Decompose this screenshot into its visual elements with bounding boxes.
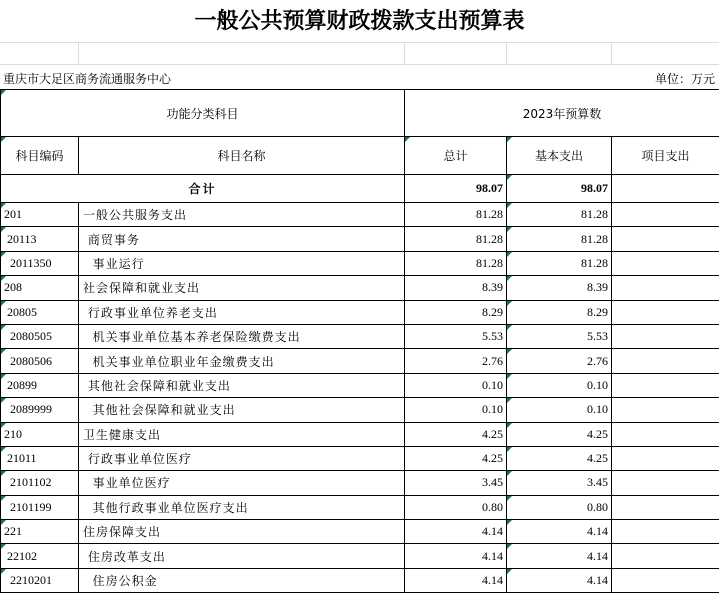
total-row (1, 175, 719, 203)
table-row (1, 568, 719, 592)
row-total: 4.25 (405, 446, 507, 470)
row-code: 201 (1, 203, 79, 227)
row-basic: 4.14 (507, 520, 612, 544)
meta-row (0, 65, 719, 89)
row-project (612, 251, 719, 275)
row-code: 2011350 (1, 251, 79, 275)
row-project (612, 446, 719, 470)
page-title: 一般公共预算财政拨款支出预算表 (0, 0, 719, 43)
header-row-2 (1, 137, 719, 175)
row-basic: 5.53 (507, 324, 612, 348)
table-row (1, 349, 719, 373)
row-total: 2.76 (405, 349, 507, 373)
row-basic: 8.29 (507, 300, 612, 324)
row-total: 4.14 (405, 520, 507, 544)
row-basic: 3.45 (507, 471, 612, 495)
row-total: 81.28 (405, 251, 507, 275)
row-project (612, 520, 719, 544)
row-total: 4.14 (405, 544, 507, 568)
total-total: 98.07 (405, 175, 507, 203)
table-row (1, 422, 719, 446)
row-project (612, 495, 719, 519)
row-project (612, 324, 719, 348)
blank-spreadsheet-row (0, 42, 719, 65)
header-total: 总计 (405, 137, 507, 175)
row-total: 81.28 (405, 203, 507, 227)
row-project (612, 568, 719, 592)
organization-name: 重庆市大足区商务流通服务中心 (3, 72, 172, 86)
row-project (612, 349, 719, 373)
table-row (1, 495, 719, 519)
header-category: 功能分类科目 (1, 90, 405, 137)
row-basic: 8.39 (507, 276, 612, 300)
row-project (612, 276, 719, 300)
row-basic: 0.80 (507, 495, 612, 519)
row-code: 2080505 (1, 324, 79, 348)
header-budget: 2023年预算数 (405, 90, 719, 137)
row-code: 210 (1, 422, 79, 446)
table-row (1, 544, 719, 568)
row-name: 机关事业单位基本养老保险缴费支出 (79, 324, 405, 348)
budget-table (0, 89, 719, 593)
row-basic: 4.25 (507, 422, 612, 446)
total-basic: 98.07 (507, 175, 612, 203)
row-basic: 2.76 (507, 349, 612, 373)
row-name: 社会保障和就业支出 (79, 276, 405, 300)
row-project (612, 203, 719, 227)
row-project (612, 227, 719, 251)
row-basic: 0.10 (507, 373, 612, 397)
row-code: 221 (1, 520, 79, 544)
row-basic: 81.28 (507, 203, 612, 227)
row-total: 8.29 (405, 300, 507, 324)
row-name: 卫生健康支出 (79, 422, 405, 446)
row-basic: 4.14 (507, 568, 612, 592)
blank-cell (507, 42, 612, 64)
row-name: 事业单位医疗 (79, 471, 405, 495)
table-row (1, 203, 719, 227)
row-total: 4.25 (405, 422, 507, 446)
table-row (1, 227, 719, 251)
row-basic: 81.28 (507, 251, 612, 275)
row-total: 0.10 (405, 373, 507, 397)
row-code: 20899 (1, 373, 79, 397)
header-row-1 (1, 90, 719, 137)
row-name: 一般公共服务支出 (79, 203, 405, 227)
row-code: 208 (1, 276, 79, 300)
row-name: 事业运行 (79, 251, 405, 275)
row-name: 其他行政事业单位医疗支出 (79, 495, 405, 519)
row-project (612, 373, 719, 397)
row-code: 20805 (1, 300, 79, 324)
header-basic: 基本支出 (507, 137, 612, 175)
blank-cell (0, 42, 79, 64)
row-code: 2080506 (1, 349, 79, 373)
unit-label: 单位：万元 (654, 72, 715, 86)
table-row (1, 300, 719, 324)
table-row (1, 520, 719, 544)
row-basic: 4.25 (507, 446, 612, 470)
table-row (1, 373, 719, 397)
row-name: 其他社会保障和就业支出 (79, 398, 405, 422)
row-total: 3.45 (405, 471, 507, 495)
row-code: 2101102 (1, 471, 79, 495)
row-project (612, 544, 719, 568)
table-row (1, 324, 719, 348)
header-code: 科目编码 (1, 137, 79, 175)
row-name: 机关事业单位职业年金缴费支出 (79, 349, 405, 373)
row-total: 0.10 (405, 398, 507, 422)
row-code: 21011 (1, 446, 79, 470)
row-basic: 81.28 (507, 227, 612, 251)
row-project (612, 398, 719, 422)
row-basic: 4.14 (507, 544, 612, 568)
total-project (612, 175, 719, 203)
row-code: 2210201 (1, 568, 79, 592)
total-label: 合计 (1, 175, 405, 203)
row-total: 81.28 (405, 227, 507, 251)
header-name: 科目名称 (79, 137, 405, 175)
row-name: 住房公积金 (79, 568, 405, 592)
row-project (612, 300, 719, 324)
blank-cell (79, 42, 405, 64)
row-name: 其他社会保障和就业支出 (79, 373, 405, 397)
blank-cell (405, 42, 507, 64)
row-project (612, 471, 719, 495)
row-code: 2101199 (1, 495, 79, 519)
row-basic: 0.10 (507, 398, 612, 422)
row-total: 0.80 (405, 495, 507, 519)
table-row (1, 446, 719, 470)
table-row (1, 276, 719, 300)
row-name: 行政事业单位养老支出 (79, 300, 405, 324)
table-row (1, 398, 719, 422)
row-code: 2089999 (1, 398, 79, 422)
row-total: 5.53 (405, 324, 507, 348)
row-name: 行政事业单位医疗 (79, 446, 405, 470)
row-name: 住房改革支出 (79, 544, 405, 568)
row-name: 商贸事务 (79, 227, 405, 251)
row-total: 4.14 (405, 568, 507, 592)
row-project (612, 422, 719, 446)
table-row (1, 251, 719, 275)
row-code: 20113 (1, 227, 79, 251)
table-row (1, 471, 719, 495)
row-code: 22102 (1, 544, 79, 568)
header-project: 项目支出 (612, 137, 719, 175)
row-name: 住房保障支出 (79, 520, 405, 544)
row-total: 8.39 (405, 276, 507, 300)
